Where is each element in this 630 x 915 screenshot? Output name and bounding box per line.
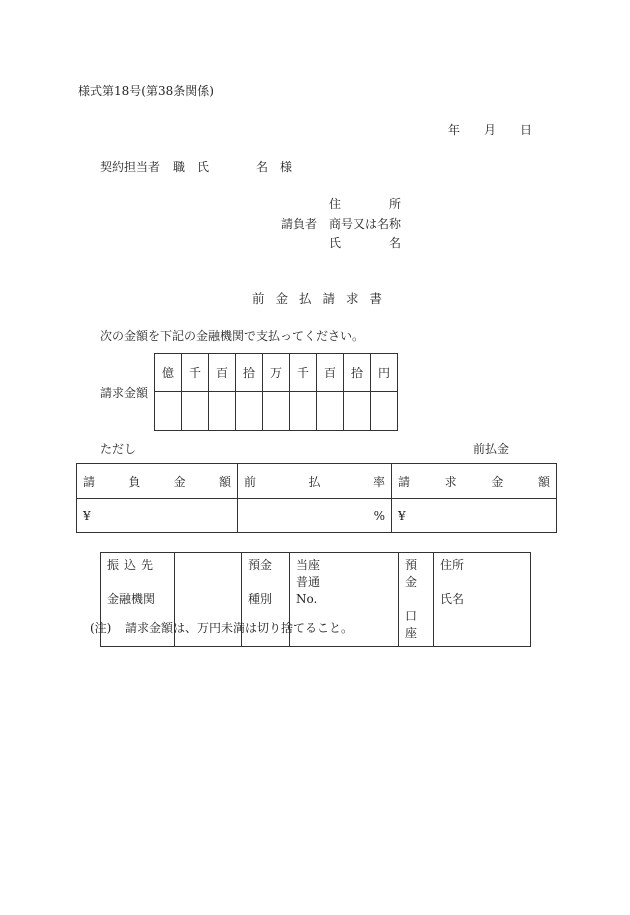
advance-payment-label: 前払金: [473, 442, 510, 456]
addressee-honorific: 様: [280, 160, 293, 174]
digit-header: 百: [317, 354, 344, 392]
advance-rate-cell[interactable]: [238, 499, 392, 533]
digit-header: 拾: [236, 354, 263, 392]
amount-label: 請求金額: [100, 386, 149, 400]
digit-cell[interactable]: [263, 392, 290, 431]
addressee-prefix: 契約担当者: [100, 160, 161, 174]
note-mark: (注): [90, 621, 112, 635]
intro-text: 次の金額を下記の金融機関で支払ってください。: [100, 329, 365, 343]
claim-amount-header: 請 求 金 額: [392, 464, 557, 499]
contractor-company-label: 商号又は名称: [329, 217, 402, 231]
type-label: 種別: [248, 592, 273, 606]
account-label: 口座: [405, 609, 418, 640]
digit-header: 百: [209, 354, 236, 392]
digit-header: 千: [182, 354, 209, 392]
yen-symbol: ¥: [398, 508, 406, 523]
digit-cell[interactable]: [236, 392, 263, 431]
digit-cell[interactable]: [290, 392, 317, 431]
account-holder-cell[interactable]: [434, 553, 531, 647]
document-title: 前 金 払 請 求 書: [252, 291, 382, 306]
addressee-position: 職: [173, 160, 186, 174]
contract-amount-header: 請 負 金 額: [77, 464, 238, 499]
form-number: 様式第18号(第38条関係): [78, 84, 214, 98]
transfer-to-label: 振 込 先: [107, 558, 153, 572]
addressee-name-1: 氏: [197, 160, 210, 174]
advance-rate-header: 前 払 率: [238, 464, 392, 499]
amount-digit-table: [154, 353, 398, 431]
current-account-option: 当座: [296, 558, 321, 572]
date-line: [448, 124, 532, 136]
digit-cell[interactable]: [182, 392, 209, 431]
holder-address-label: 住所: [440, 558, 465, 572]
ordinary-account-option: 普通: [296, 575, 321, 589]
digit-header: 億: [155, 354, 182, 392]
institution-label: 金融機関: [107, 592, 156, 606]
addressee-name-2: 名: [256, 160, 269, 174]
digit-header: 万: [263, 354, 290, 392]
holder-name-label: 氏名: [440, 592, 465, 606]
contractor-name-label: 氏 名: [329, 236, 401, 250]
claim-amount-cell[interactable]: [392, 499, 557, 533]
digit-header: 千: [290, 354, 317, 392]
digit-cell[interactable]: [344, 392, 371, 431]
digit-cell[interactable]: [371, 392, 398, 431]
deposit-label-2: 預金: [405, 558, 418, 589]
deposit-label: 預金: [248, 558, 273, 572]
digit-cell[interactable]: [317, 392, 344, 431]
contractor-label: 請負者: [281, 217, 318, 231]
yen-symbol: ¥: [83, 508, 91, 523]
date-year: 年: [448, 123, 461, 137]
digit-cell[interactable]: [155, 392, 182, 431]
note-text: 請求金額は、万円未満は切り捨てること。: [125, 621, 354, 635]
proviso-text: ただし: [100, 442, 137, 456]
contractor-address-label: 住 所: [329, 197, 401, 211]
summary-table: [76, 463, 557, 533]
account-number-label: No.: [296, 592, 318, 606]
percent-symbol: %: [373, 508, 385, 523]
account-label-cell: [399, 553, 434, 647]
date-day: 日: [519, 123, 532, 137]
digit-header: 円: [371, 354, 398, 392]
contract-amount-cell[interactable]: [77, 499, 238, 533]
digit-header: 拾: [344, 354, 371, 392]
digit-cell[interactable]: [209, 392, 236, 431]
date-month: 月: [483, 123, 496, 137]
